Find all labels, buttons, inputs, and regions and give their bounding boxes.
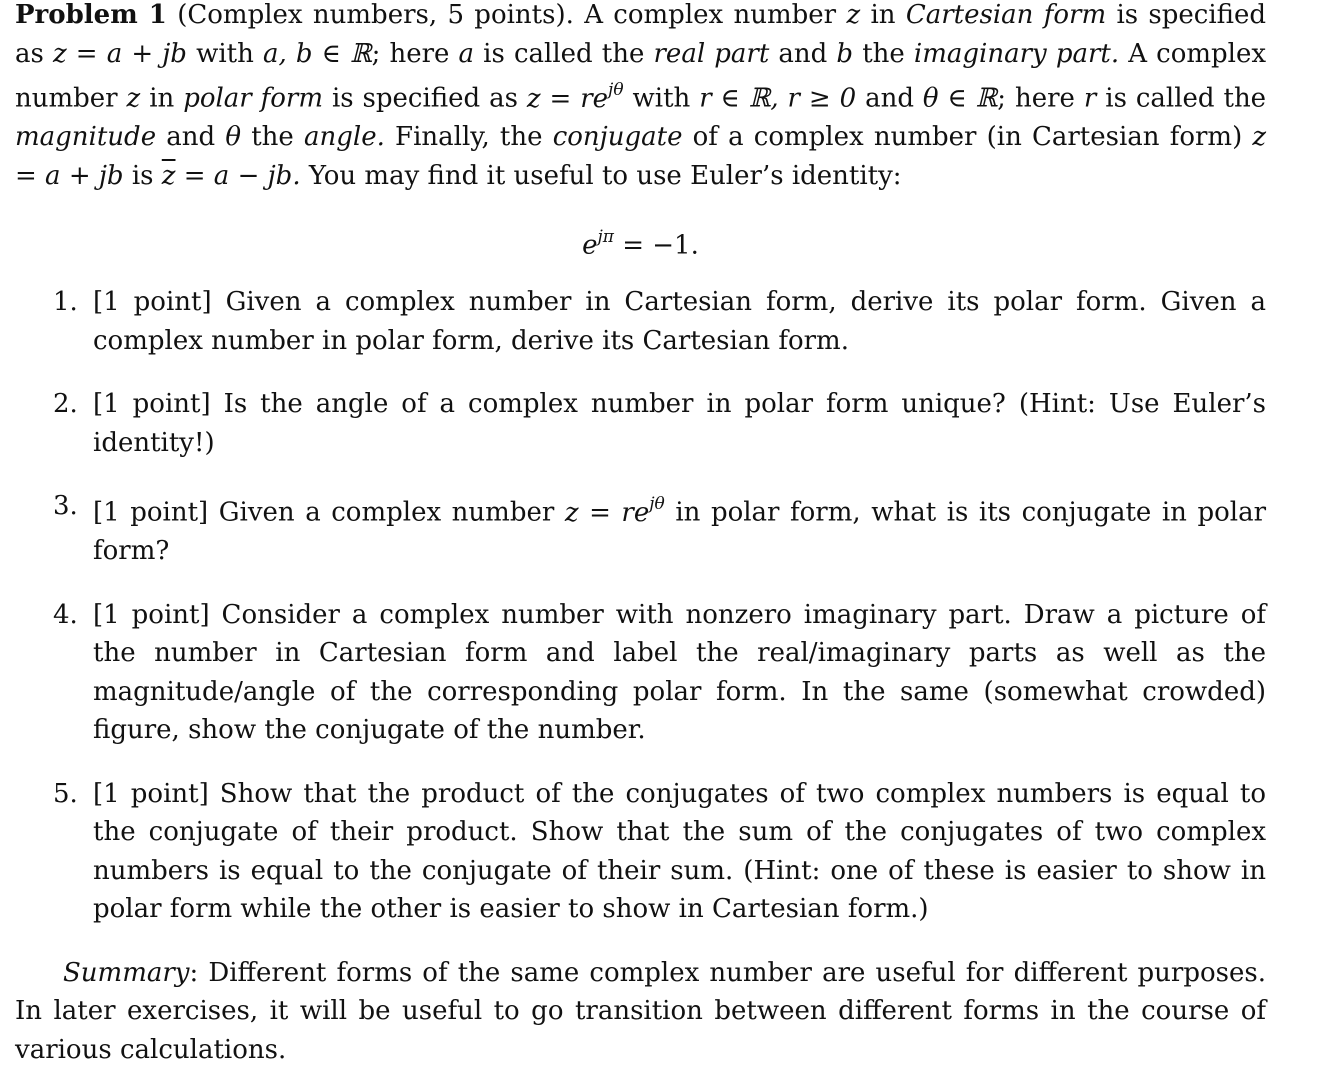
summary-label: Summary [63,957,190,988]
math-var: a [458,38,475,69]
euler-identity [15,219,1266,259]
term-angle: angle. [303,122,385,153]
question-text: [1 point] Is the angle of a complex number in polar form unique? (Hint: Use Euler’s identity!) [93,389,1266,458]
intro-text: A complex number [584,0,837,30]
math-eq [162,161,301,191]
question-text: in polar form, what is its conjugate in polar form? [93,497,1267,567]
question-number: 2. [53,389,78,420]
question-item [53,283,1266,360]
math-eq [564,494,665,528]
intro-text: and [166,122,216,153]
math-eq-sup: jθ [649,494,665,515]
problem-heading: Problem 1 [15,0,167,30]
intro-text: is specified as [331,83,518,114]
intro-text: Finally, the [395,122,543,153]
math-eq [526,80,624,114]
question-item [53,487,1266,571]
euler-base: e [582,230,598,261]
math-var: θ [225,122,242,153]
math-eq-base: z = re [526,83,609,114]
intro-text: in [870,0,896,30]
term-magnitude: magnitude [15,122,157,153]
math-eq-sup: jθ [608,80,624,100]
intro-text: with [196,38,254,69]
question-number: 3. [53,491,78,522]
question-item [53,775,1266,929]
question-list [15,283,1266,929]
math-var: r [1083,83,1097,114]
intro-text: ; here [997,83,1075,114]
intro-text: the [862,38,905,69]
math-var: z [126,83,141,114]
question-number: 5. [53,778,78,809]
summary-text: : Different forms of the same complex number are useful for different purposes. In later exercises, it will be useful to go transition between different forms in the course of various calculations. [15,957,1266,1065]
intro-text: ; here [371,38,450,69]
math-eq: r ∈ ℝ, r ≥ 0 [699,83,857,114]
euler-sup: jπ [597,227,614,248]
intro-text: with [632,83,691,114]
question-item [53,596,1266,750]
math-eq: θ ∈ ℝ [922,83,998,114]
math-eq: a, b ∈ ℝ [262,38,372,69]
question-item [53,385,1266,462]
question-text: [1 point] Given a complex number in Cartesian form, derive its polar form. Given a complex number in polar form, derive its Cartesian form. [93,287,1266,356]
term-polar-form: polar form [183,83,324,114]
euler-rest: = −1. [622,230,699,261]
problem-intro [15,0,1266,195]
math-var: z [846,0,861,30]
term-conjugate: conjugate [552,122,683,153]
math-eq: z = a + jb [15,122,1267,191]
question-number: 1. [53,287,78,318]
intro-text: A complex number [15,38,1267,114]
intro-text: in [149,83,175,114]
summary-paragraph [15,954,1266,1070]
question-text: [1 point] Consider a complex number with nonzero imaginary part. Draw a picture of the number in Cartesian form and label the real/imaginary parts as well as the magnitude/angle of the corresponding polar form. In the same (somewhat crowded) figure, show the conjugate of the number. [93,599,1266,746]
intro-text: is called the [483,38,645,69]
intro-text: the [251,122,294,153]
question-number: 4. [53,599,78,630]
question-text: [1 point] Show that the product of the conjugates of two complex numbers is equal to the conjugate of their product. Show that the sum of the conjugates of two complex numbers is equal to the conjugate of their sum. (Hint: one of these is easier to show in polar form while the other is easier to show in Cartesian form.) [93,778,1266,925]
intro-text: and [778,38,828,69]
intro-text: and [865,83,914,114]
math-eq-base: z = re [564,497,650,528]
intro-text: is [131,160,154,191]
math-eq: z = a + jb [52,38,187,69]
intro-text: of a complex number (in Cartesian form) [692,122,1243,153]
term-cartesian-form: Cartesian form [905,0,1107,30]
intro-text: You may find it useful to use Euler’s identity: [308,160,902,191]
math-var: b [836,38,854,69]
problem-heading-paren: (Complex numbers, 5 points). [177,0,574,30]
math-eq-rest: = a − jb. [183,160,301,191]
math-conj-z: $\overline{z}$ [161,160,176,191]
intro-text: is specified as [15,0,1267,69]
term-real-part: real part [653,38,770,69]
intro-text: is called the [1105,83,1267,114]
question-text: [1 point] Given a complex number [93,497,555,528]
term-imaginary-part: imaginary part. [913,38,1120,69]
